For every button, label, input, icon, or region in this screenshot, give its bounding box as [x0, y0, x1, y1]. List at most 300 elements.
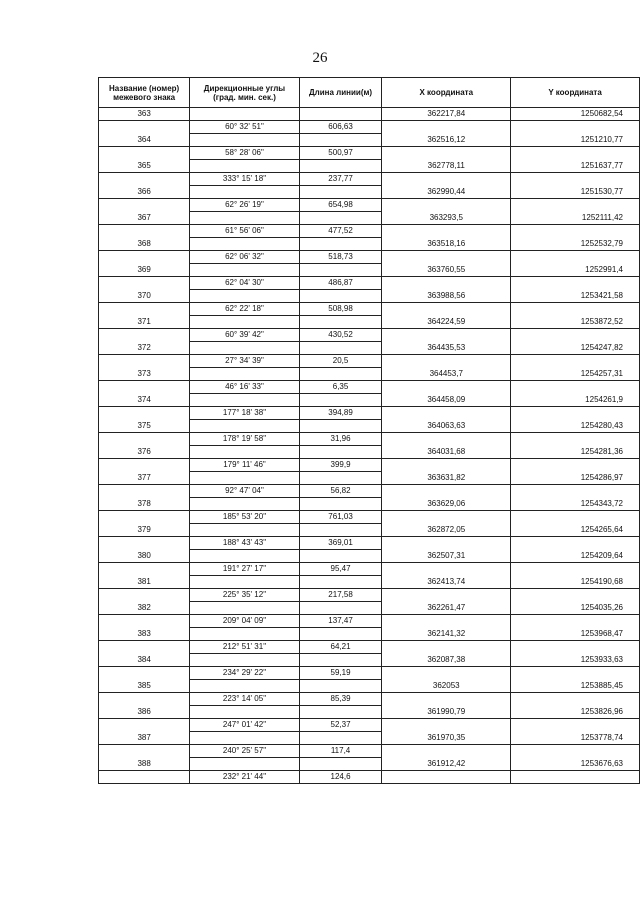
x-coordinate: 364458,09 — [382, 394, 511, 407]
line-length: 52,37 — [299, 719, 382, 732]
empty-length-cell — [299, 706, 382, 719]
direction-angle: 178° 19' 58" — [190, 433, 299, 446]
point-name: 383 — [99, 628, 190, 641]
line-length: 124,6 — [299, 771, 382, 784]
empty-y-cell — [511, 407, 640, 420]
y-coordinate: 1254280,43 — [511, 420, 640, 433]
empty-length-cell — [299, 212, 382, 225]
line-length: 486,87 — [299, 277, 382, 290]
line-length: 508,98 — [299, 303, 382, 316]
direction-angle: 191° 27' 17" — [190, 563, 299, 576]
empty-y-cell — [511, 303, 640, 316]
empty-length-cell — [299, 186, 382, 199]
direction-angle: 60° 32' 51" — [190, 121, 299, 134]
table-row — [99, 355, 640, 368]
empty-y-cell — [511, 693, 640, 706]
x-coordinate: 361970,35 — [382, 732, 511, 745]
x-coordinate: 363760,55 — [382, 264, 511, 277]
y-coordinate: 1252111,42 — [511, 212, 640, 225]
empty-y-cell — [511, 329, 640, 342]
empty-x-cell — [382, 147, 511, 160]
header-x-coordinate: X координата — [382, 78, 511, 108]
table-row — [99, 381, 640, 394]
y-coordinate: 1253421,58 — [511, 290, 640, 303]
empty-angle-cell — [190, 706, 299, 719]
empty-angle-cell — [190, 498, 299, 511]
point-name: 366 — [99, 186, 190, 199]
y-coordinate: 1253676,63 — [511, 758, 640, 771]
empty-x-cell — [382, 563, 511, 576]
empty-name-cell — [99, 693, 190, 706]
page-number: 26 — [312, 50, 328, 66]
table-row — [99, 446, 640, 459]
point-name: 369 — [99, 264, 190, 277]
line-length: 95,47 — [299, 563, 382, 576]
direction-angle: 209° 04' 09" — [190, 615, 299, 628]
y-coordinate: 1250682,54 — [511, 108, 640, 121]
direction-angle: 92° 47' 04" — [190, 485, 299, 498]
table-row — [99, 459, 640, 472]
x-coordinate: 364453,7 — [382, 368, 511, 381]
x-coordinate: 364224,59 — [382, 316, 511, 329]
direction-angle: 223° 14' 05" — [190, 693, 299, 706]
empty-name-cell — [99, 459, 190, 472]
empty-length-cell — [299, 134, 382, 147]
empty-angle-cell — [190, 342, 299, 355]
empty-name-cell — [99, 199, 190, 212]
empty-x-cell — [382, 225, 511, 238]
y-coordinate: 1254209,64 — [511, 550, 640, 563]
y-coordinate: 1254265,64 — [511, 524, 640, 537]
direction-angle: 185° 53' 20" — [190, 511, 299, 524]
empty-length-cell — [299, 602, 382, 615]
header-point-name: Название (номер) межевого знака — [99, 78, 190, 108]
empty-x-cell — [382, 329, 511, 342]
empty-name-cell — [99, 225, 190, 238]
empty-length-cell — [299, 420, 382, 433]
empty-x-cell — [382, 641, 511, 654]
empty-name-cell — [99, 433, 190, 446]
empty-x-cell — [382, 615, 511, 628]
y-coordinate: 1253778,74 — [511, 732, 640, 745]
table-row — [99, 368, 640, 381]
empty-y-cell — [511, 277, 640, 290]
direction-angle: 179° 11' 46" — [190, 459, 299, 472]
empty-length-cell — [299, 524, 382, 537]
point-name: 363 — [99, 108, 190, 121]
boundary-coordinates-table — [98, 77, 640, 784]
table-row — [99, 134, 640, 147]
table-row — [99, 303, 640, 316]
empty-x-cell — [382, 199, 511, 212]
empty-angle-cell — [190, 134, 299, 147]
table-row — [99, 212, 640, 225]
table-row — [99, 563, 640, 576]
table-row — [99, 290, 640, 303]
y-coordinate: 1251210,77 — [511, 134, 640, 147]
table-row — [99, 407, 640, 420]
empty-x-cell — [382, 173, 511, 186]
direction-angle: 62° 06' 32" — [190, 251, 299, 264]
table-row — [99, 186, 640, 199]
table-row — [99, 667, 640, 680]
table-row — [99, 420, 640, 433]
y-coordinate: 1254281,36 — [511, 446, 640, 459]
point-name: 386 — [99, 706, 190, 719]
point-name: 373 — [99, 368, 190, 381]
point-name: 377 — [99, 472, 190, 485]
x-coordinate: 362516,12 — [382, 134, 511, 147]
table-row — [99, 706, 640, 719]
table-row — [99, 719, 640, 732]
point-name: 374 — [99, 394, 190, 407]
empty-name-cell — [99, 407, 190, 420]
empty-y-cell — [511, 667, 640, 680]
x-coordinate: 361990,79 — [382, 706, 511, 719]
empty-length-cell — [299, 264, 382, 277]
empty-x-cell — [382, 251, 511, 264]
y-coordinate: 1254257,31 — [511, 368, 640, 381]
empty-angle-cell — [190, 290, 299, 303]
empty-x-cell — [382, 589, 511, 602]
line-length: 20,5 — [299, 355, 382, 368]
empty-angle-cell — [190, 368, 299, 381]
empty-length-cell — [299, 758, 382, 771]
x-coordinate: 363518,16 — [382, 238, 511, 251]
x-coordinate: 363988,56 — [382, 290, 511, 303]
table-body — [99, 108, 640, 784]
table-row — [99, 654, 640, 667]
y-coordinate: 1254035,26 — [511, 602, 640, 615]
x-coordinate: 362141,32 — [382, 628, 511, 641]
empty-angle-cell — [190, 732, 299, 745]
line-length: 369,01 — [299, 537, 382, 550]
empty-length-cell — [299, 160, 382, 173]
table-row — [99, 589, 640, 602]
empty-x-cell — [382, 121, 511, 134]
y-coordinate: 1254343,72 — [511, 498, 640, 511]
table-row — [99, 121, 640, 134]
empty-y-cell — [511, 433, 640, 446]
y-coordinate: 1254190,68 — [511, 576, 640, 589]
empty-angle-cell — [190, 472, 299, 485]
line-length: 500,97 — [299, 147, 382, 160]
empty-y-cell — [511, 251, 640, 264]
table-row — [99, 329, 640, 342]
empty-x-cell — [382, 407, 511, 420]
table-row — [99, 342, 640, 355]
empty-y-cell — [511, 225, 640, 238]
header-direction-angle: Дирекционные углы (град. мин. сек.) — [190, 78, 299, 108]
x-coordinate: 362053 — [382, 680, 511, 693]
direction-angle: 232° 21' 44" — [190, 771, 299, 784]
empty-y-cell — [511, 459, 640, 472]
table-row — [99, 108, 640, 121]
direction-angle: 225° 35' 12" — [190, 589, 299, 602]
empty-angle-cell — [190, 186, 299, 199]
line-length: 31,96 — [299, 433, 382, 446]
point-name: 370 — [99, 290, 190, 303]
y-coordinate: 1254261,9 — [511, 394, 640, 407]
empty-angle-cell — [190, 212, 299, 225]
x-coordinate: 363293,5 — [382, 212, 511, 225]
empty-length-cell — [299, 290, 382, 303]
point-name: 371 — [99, 316, 190, 329]
empty-length-cell — [299, 446, 382, 459]
table-row — [99, 225, 640, 238]
table-row — [99, 693, 640, 706]
table-row — [99, 537, 640, 550]
empty-y-cell — [511, 199, 640, 212]
empty-y-cell — [511, 511, 640, 524]
empty-y-cell — [511, 563, 640, 576]
empty-length-cell — [299, 108, 382, 121]
table-row — [99, 238, 640, 251]
table-row — [99, 628, 640, 641]
line-length: 518,73 — [299, 251, 382, 264]
line-length: 85,39 — [299, 693, 382, 706]
x-coordinate: 364435,53 — [382, 342, 511, 355]
empty-y-cell — [511, 771, 640, 784]
empty-y-cell — [511, 641, 640, 654]
empty-x-cell — [382, 381, 511, 394]
y-coordinate: 1251637,77 — [511, 160, 640, 173]
y-coordinate: 1253872,52 — [511, 316, 640, 329]
direction-angle: 62° 22' 18" — [190, 303, 299, 316]
empty-length-cell — [299, 550, 382, 563]
point-name: 381 — [99, 576, 190, 589]
empty-length-cell — [299, 628, 382, 641]
empty-x-cell — [382, 303, 511, 316]
table-row — [99, 641, 640, 654]
empty-angle-cell — [190, 576, 299, 589]
point-name: 387 — [99, 732, 190, 745]
empty-x-cell — [382, 693, 511, 706]
line-length: 394,89 — [299, 407, 382, 420]
table-row — [99, 394, 640, 407]
empty-name-cell — [99, 485, 190, 498]
empty-name-cell — [99, 615, 190, 628]
point-name: 365 — [99, 160, 190, 173]
empty-y-cell — [511, 381, 640, 394]
empty-name-cell — [99, 173, 190, 186]
line-length: 59,19 — [299, 667, 382, 680]
empty-name-cell — [99, 641, 190, 654]
empty-angle-cell — [190, 524, 299, 537]
y-coordinate: 1253885,45 — [511, 680, 640, 693]
table-row — [99, 485, 640, 498]
empty-angle-cell — [190, 680, 299, 693]
empty-name-cell — [99, 277, 190, 290]
table-row — [99, 173, 640, 186]
point-name: 368 — [99, 238, 190, 251]
x-coordinate: 362778,11 — [382, 160, 511, 173]
direction-angle: 61° 56' 06" — [190, 225, 299, 238]
x-coordinate: 364063,63 — [382, 420, 511, 433]
direction-angle: 247° 01' 42" — [190, 719, 299, 732]
point-name: 385 — [99, 680, 190, 693]
empty-length-cell — [299, 238, 382, 251]
empty-length-cell — [299, 654, 382, 667]
table-row — [99, 251, 640, 264]
point-name: 375 — [99, 420, 190, 433]
line-length: 399,9 — [299, 459, 382, 472]
empty-x-cell — [382, 719, 511, 732]
point-name: 372 — [99, 342, 190, 355]
empty-angle-cell — [190, 160, 299, 173]
x-coordinate: 362087,38 — [382, 654, 511, 667]
x-coordinate: 362872,05 — [382, 524, 511, 537]
y-coordinate: 1254247,82 — [511, 342, 640, 355]
direction-angle: 240° 25' 57" — [190, 745, 299, 758]
empty-angle-cell — [190, 108, 299, 121]
empty-x-cell — [382, 771, 511, 784]
y-coordinate: 1252991,4 — [511, 264, 640, 277]
empty-angle-cell — [190, 550, 299, 563]
empty-x-cell — [382, 459, 511, 472]
empty-name-cell — [99, 719, 190, 732]
empty-name-cell — [99, 121, 190, 134]
empty-length-cell — [299, 498, 382, 511]
x-coordinate: 362217,84 — [382, 108, 511, 121]
x-coordinate: 361912,42 — [382, 758, 511, 771]
empty-length-cell — [299, 368, 382, 381]
x-coordinate: 362507,31 — [382, 550, 511, 563]
line-length: 430,52 — [299, 329, 382, 342]
empty-x-cell — [382, 433, 511, 446]
empty-angle-cell — [190, 758, 299, 771]
empty-length-cell — [299, 342, 382, 355]
direction-angle: 62° 04' 30" — [190, 277, 299, 290]
point-name: 380 — [99, 550, 190, 563]
table-row — [99, 524, 640, 537]
table-row — [99, 160, 640, 173]
empty-length-cell — [299, 576, 382, 589]
table-row — [99, 147, 640, 160]
empty-length-cell — [299, 394, 382, 407]
line-length: 761,03 — [299, 511, 382, 524]
y-coordinate: 1252532,79 — [511, 238, 640, 251]
empty-y-cell — [511, 745, 640, 758]
empty-angle-cell — [190, 394, 299, 407]
direction-angle: 234° 29' 22" — [190, 667, 299, 680]
empty-length-cell — [299, 732, 382, 745]
table-row — [99, 602, 640, 615]
table-row — [99, 745, 640, 758]
empty-y-cell — [511, 615, 640, 628]
empty-y-cell — [511, 147, 640, 160]
direction-angle: 46° 16' 33" — [190, 381, 299, 394]
line-length: 217,58 — [299, 589, 382, 602]
point-name: 382 — [99, 602, 190, 615]
x-coordinate: 363631,82 — [382, 472, 511, 485]
empty-x-cell — [382, 485, 511, 498]
empty-length-cell — [299, 472, 382, 485]
x-coordinate: 362413,74 — [382, 576, 511, 589]
empty-x-cell — [382, 537, 511, 550]
empty-angle-cell — [190, 238, 299, 251]
empty-x-cell — [382, 745, 511, 758]
y-coordinate: 1254286,97 — [511, 472, 640, 485]
empty-x-cell — [382, 277, 511, 290]
header-line-length: Длина линии(м) — [299, 78, 382, 108]
direction-angle: 62° 26' 19" — [190, 199, 299, 212]
empty-name-cell — [99, 667, 190, 680]
direction-angle: 177° 18' 38" — [190, 407, 299, 420]
line-length: 56,82 — [299, 485, 382, 498]
x-coordinate: 363629,06 — [382, 498, 511, 511]
point-name: 388 — [99, 758, 190, 771]
point-name: 364 — [99, 134, 190, 147]
line-length: 606,63 — [299, 121, 382, 134]
line-length: 117,4 — [299, 745, 382, 758]
table-header-row — [99, 78, 640, 108]
direction-angle: 212° 51' 31" — [190, 641, 299, 654]
table-row — [99, 472, 640, 485]
y-coordinate: 1253826,96 — [511, 706, 640, 719]
empty-name-cell — [99, 329, 190, 342]
direction-angle: 333° 15' 18" — [190, 173, 299, 186]
table-row — [99, 316, 640, 329]
empty-name-cell — [99, 771, 190, 784]
empty-name-cell — [99, 537, 190, 550]
table-row — [99, 498, 640, 511]
empty-x-cell — [382, 355, 511, 368]
header-y-coordinate: Y координата — [511, 78, 640, 108]
empty-name-cell — [99, 563, 190, 576]
x-coordinate: 364031,68 — [382, 446, 511, 459]
empty-angle-cell — [190, 654, 299, 667]
empty-name-cell — [99, 589, 190, 602]
y-coordinate: 1253968,47 — [511, 628, 640, 641]
point-name: 367 — [99, 212, 190, 225]
empty-length-cell — [299, 680, 382, 693]
table-row — [99, 199, 640, 212]
y-coordinate: 1253933,63 — [511, 654, 640, 667]
table-row — [99, 550, 640, 563]
line-length: 6,35 — [299, 381, 382, 394]
y-coordinate: 1251530,77 — [511, 186, 640, 199]
empty-name-cell — [99, 303, 190, 316]
direction-angle: 60° 39' 42" — [190, 329, 299, 342]
empty-name-cell — [99, 381, 190, 394]
empty-x-cell — [382, 511, 511, 524]
point-name: 378 — [99, 498, 190, 511]
empty-name-cell — [99, 251, 190, 264]
x-coordinate: 362261,47 — [382, 602, 511, 615]
line-length: 237,77 — [299, 173, 382, 186]
point-name: 376 — [99, 446, 190, 459]
line-length: 654,98 — [299, 199, 382, 212]
table-row — [99, 732, 640, 745]
empty-name-cell — [99, 745, 190, 758]
table-row — [99, 576, 640, 589]
empty-y-cell — [511, 173, 640, 186]
empty-y-cell — [511, 121, 640, 134]
empty-x-cell — [382, 667, 511, 680]
empty-length-cell — [299, 316, 382, 329]
table-row — [99, 511, 640, 524]
empty-y-cell — [511, 719, 640, 732]
line-length: 477,52 — [299, 225, 382, 238]
empty-angle-cell — [190, 628, 299, 641]
point-name: 379 — [99, 524, 190, 537]
empty-y-cell — [511, 355, 640, 368]
empty-name-cell — [99, 355, 190, 368]
table-row — [99, 433, 640, 446]
line-length: 137,47 — [299, 615, 382, 628]
empty-name-cell — [99, 147, 190, 160]
